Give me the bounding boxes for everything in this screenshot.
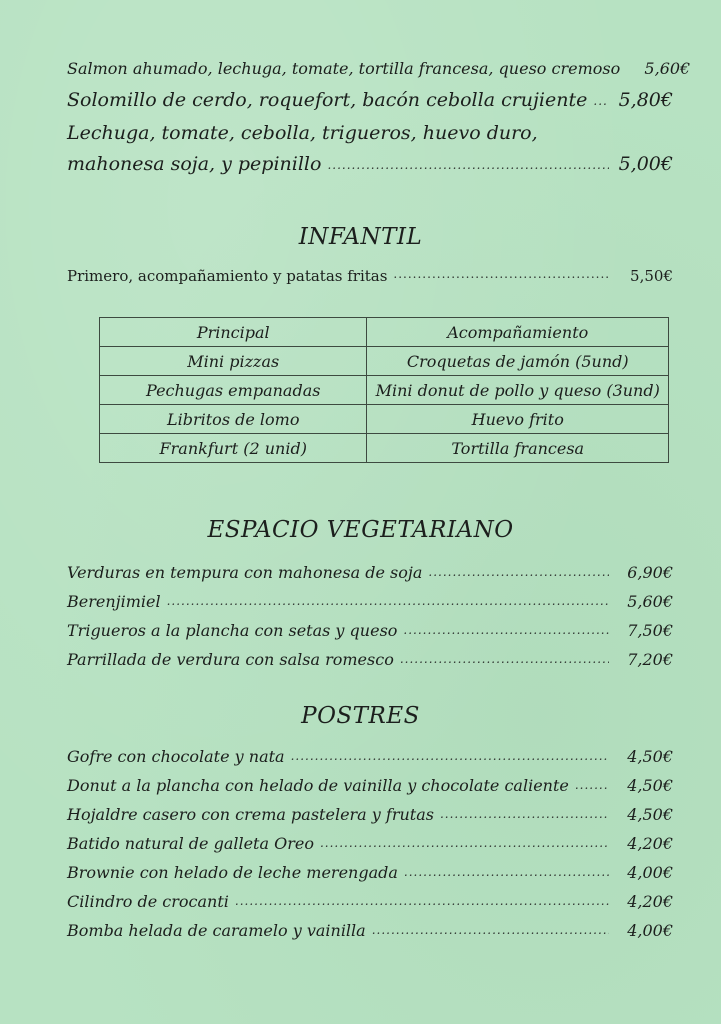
item-price: 4,20€: [627, 834, 673, 853]
table-cell: Mini pizzas: [100, 347, 367, 376]
menu-item: [67, 777, 673, 795]
menu-item: [67, 864, 673, 882]
table-row: [100, 405, 669, 434]
leader-dots: [575, 779, 609, 793]
leader-dots: [372, 924, 609, 938]
item-price: 5,00€: [618, 153, 673, 175]
leader-dots: [400, 653, 609, 667]
item-name: Brownie con helado de leche merengada: [67, 863, 398, 882]
leader-dots: [291, 750, 609, 764]
table-row: [100, 434, 669, 463]
item-price: 4,50€: [627, 805, 673, 824]
section-title-postres: POSTRES: [301, 703, 420, 729]
item-name: Gofre con chocolate y nata: [67, 747, 285, 766]
menu-item: [67, 893, 673, 911]
leader-dots: [593, 95, 609, 109]
item-price: 5,50€: [630, 267, 673, 285]
table-row: [100, 347, 669, 376]
leader-dots: [404, 866, 609, 880]
leader-dots: [167, 595, 609, 609]
leader-dots: [440, 808, 609, 822]
table-cell: Frankfurt (2 unid): [100, 434, 367, 463]
item-name: Solomillo de cerdo, roquefort, bacón cebolla crujiente: [67, 89, 588, 111]
menu-item: [67, 59, 691, 78]
item-price: 4,50€: [627, 747, 673, 766]
menu-item: [67, 651, 673, 669]
item-price: 5,60€: [644, 59, 691, 78]
item-name: Parrillada de verdura con salsa romesco: [67, 650, 394, 669]
item-name: Cilindro de crocanti: [67, 892, 229, 911]
item-price: 7,50€: [627, 621, 673, 640]
menu-item: [67, 622, 673, 640]
item-name: Primero, acompañamiento y patatas fritas: [67, 267, 388, 285]
infantil-options-table: [99, 317, 669, 463]
table-cell: Croquetas de jamón (5und): [367, 347, 669, 376]
item-price: 4,20€: [627, 892, 673, 911]
table-cell: Pechugas empanadas: [100, 376, 367, 405]
item-name: Salmon ahumado, lechuga, tomate, tortilla francesa, queso cremoso: [67, 59, 621, 78]
item-name: Batido natural de galleta Oreo: [67, 834, 314, 853]
table-row: [100, 376, 669, 405]
table-cell: Mini donut de pollo y queso (3und): [367, 376, 669, 405]
item-name: mahonesa soja, y pepinillo: [67, 153, 322, 175]
item-name-line: Lechuga, tomate, cebolla, trigueros, huevo duro,: [67, 122, 538, 144]
item-price: 5,60€: [627, 592, 673, 611]
menu-item: [67, 748, 673, 766]
item-price: 4,00€: [627, 863, 673, 882]
menu-item: [67, 564, 673, 582]
table-header-row: [100, 318, 669, 347]
menu-item: [67, 154, 673, 176]
section-title-infantil: INFANTIL: [298, 224, 423, 250]
menu-item: [67, 835, 673, 853]
item-name: Donut a la plancha con helado de vainilla y chocolate caliente: [67, 776, 569, 795]
table-cell: Libritos de lomo: [100, 405, 367, 434]
menu-item: [67, 593, 673, 611]
leader-dots: [327, 159, 609, 173]
item-price: 6,90€: [627, 563, 673, 582]
item-price: 4,00€: [627, 921, 673, 940]
leader-dots: [393, 268, 609, 282]
leader-dots: [320, 837, 609, 851]
item-price: 5,80€: [618, 89, 673, 111]
item-name: Verduras en tempura con mahonesa de soja: [67, 563, 423, 582]
menu-item: [67, 922, 673, 940]
item-name: Trigueros a la plancha con setas y queso: [67, 621, 398, 640]
menu-item: [67, 806, 673, 824]
item-price: 7,20€: [627, 650, 673, 669]
item-name: Bomba helada de caramelo y vainilla: [67, 921, 366, 940]
table-header: Acompañamiento: [367, 318, 669, 347]
item-name: Berenjimiel: [67, 592, 161, 611]
leader-dots: [428, 566, 609, 580]
table-cell: Huevo frito: [367, 405, 669, 434]
table-cell: Tortilla francesa: [367, 434, 669, 463]
menu-item: [67, 268, 673, 285]
item-price: 4,50€: [627, 776, 673, 795]
item-name: Hojaldre casero con crema pastelera y frutas: [67, 805, 434, 824]
leader-dots: [403, 624, 609, 638]
menu-item: [67, 90, 673, 112]
leader-dots: [235, 895, 609, 909]
section-title-vegetariano: ESPACIO VEGETARIANO: [207, 517, 514, 543]
table-header: Principal: [100, 318, 367, 347]
